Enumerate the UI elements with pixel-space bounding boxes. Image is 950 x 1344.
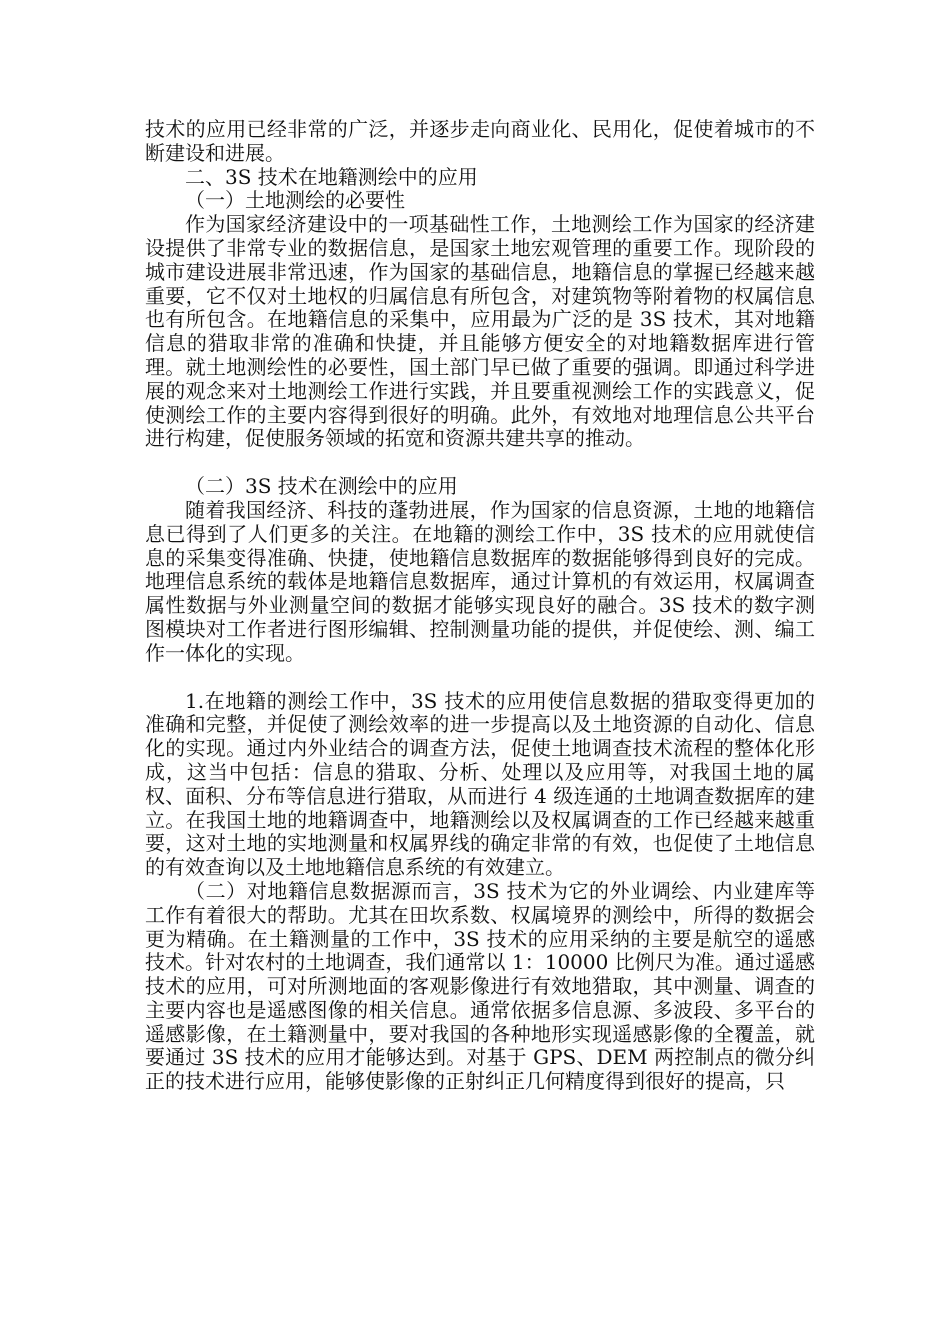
- document-body: [145, 118, 815, 1094]
- paragraph-spacer: [145, 451, 815, 475]
- paragraph-spacer: [145, 666, 815, 690]
- paragraph-continuation: 技术的应用已经非常的广泛，并逐步走向商业化、民用化，促使着城市的不断建设和进展。: [145, 117, 815, 165]
- subsection-heading-3s-in-surveying: （二）3S 技术在测绘中的应用: [185, 474, 458, 499]
- paragraph-necessity: 作为国家经济建设中的一项基础性工作，土地测绘工作为国家的经济建设提供了非常专业的数据信息，是国家土地宏观管理的重要工作。现阶段的城市建设进展非常迅速，作为国家的基础信息，地籍信息的掌握已经越来越重要，它不仅对土地权的归属信息有所包含，对建筑物等附着物的权属信息也有所包含。在地籍信息的采集中，应用最为广泛的是 3S 技术，其对地籍信息的猎取非常的准确和快捷，并且能够方便安全的对地籍数据库进行管理。就土地测绘性的必要性，国土部门早已做了重要的强调。即通过科学进展的观念来对土地测绘工作进行实践，并且要重视测绘工作的实践意义，促使测绘工作的主要内容得到很好的明确。此外，有效地对地理信息公共平台进行构建，促使服务领域的拓宽和资源共建共享的推动。: [145, 212, 815, 451]
- paragraph-point-1: 1.在地籍的测绘工作中，3S 技术的应用使信息数据的猎取变得更加的准确和完整，并促使了测绘效率的进一步提高以及土地资源的自动化、信息化的实现。通过内外业结合的调查方法，促使土地调查技术流程的整体化形成，这当中包括：信息的猎取、分析、处理以及应用等，对我国土地的属权、面积、分布等信息进行猎取，从而进行 4 级连通的土地调查数据库的建立。在我国土地的地籍调查中，地籍测绘以及权属调查的工作已经越来越重要，这对土地的实地测量和权属界线的确定非常的有效，也促使了土地信息的有效查询以及土地地籍信息系统的有效建立。: [145, 688, 815, 880]
- paragraph-point-2: （二）对地籍信息数据源而言，3S 技术为它的外业调绘、内业建库等工作有着很大的帮助。尤其在田坎系数、权属境界的测绘中，所得的数据会更为精确。在土籍测量的工作中，3S 技术的应用采纳的主要是航空的遥感技术。针对农村的土地调查，我们通常以 1：10000 比例尺为准。通过遥感技术的应用，可对所测地面的客观影像进行有效地猎取，其中测量、调查的主要内容也是遥感图像的相关信息。通常依据多信息源、多波段、多平台的遥感影像，在土籍测量中，要对我国的各种地形实现遥感影像的全覆盖，就要通过 3S 技术的应用才能够达到。对基于 GPS、DEM 两控制点的微分纠正的技术进行应用，能够使影像的正射纠正几何精度得到很好的提高，只: [145, 878, 815, 1094]
- section-heading-3s-application: 二、3S 技术在地籍测绘中的应用: [185, 164, 478, 189]
- subsection-heading-necessity: （一）土地测绘的必要性: [185, 188, 405, 213]
- paragraph-3s-in-surveying: 随着我国经济、科技的蓬勃进展，作为国家的信息资源，土地的地籍信息已得到了人们更多的关注。在地籍的测绘工作中，3S 技术的应用就使信息的采集变得准确、快捷，使地籍信息数据库的数据能够得到良好的完成。地理信息系统的载体是地籍信息数据库，通过计算机的有效运用，权属调查属性数据与外业测量空间的数据才能够实现良好的融合。3S 技术的数字测图模块对工作者进行图形编辑、控制测量功能的提供，并促使绘、测、编工作一体化的实现。: [145, 497, 815, 665]
